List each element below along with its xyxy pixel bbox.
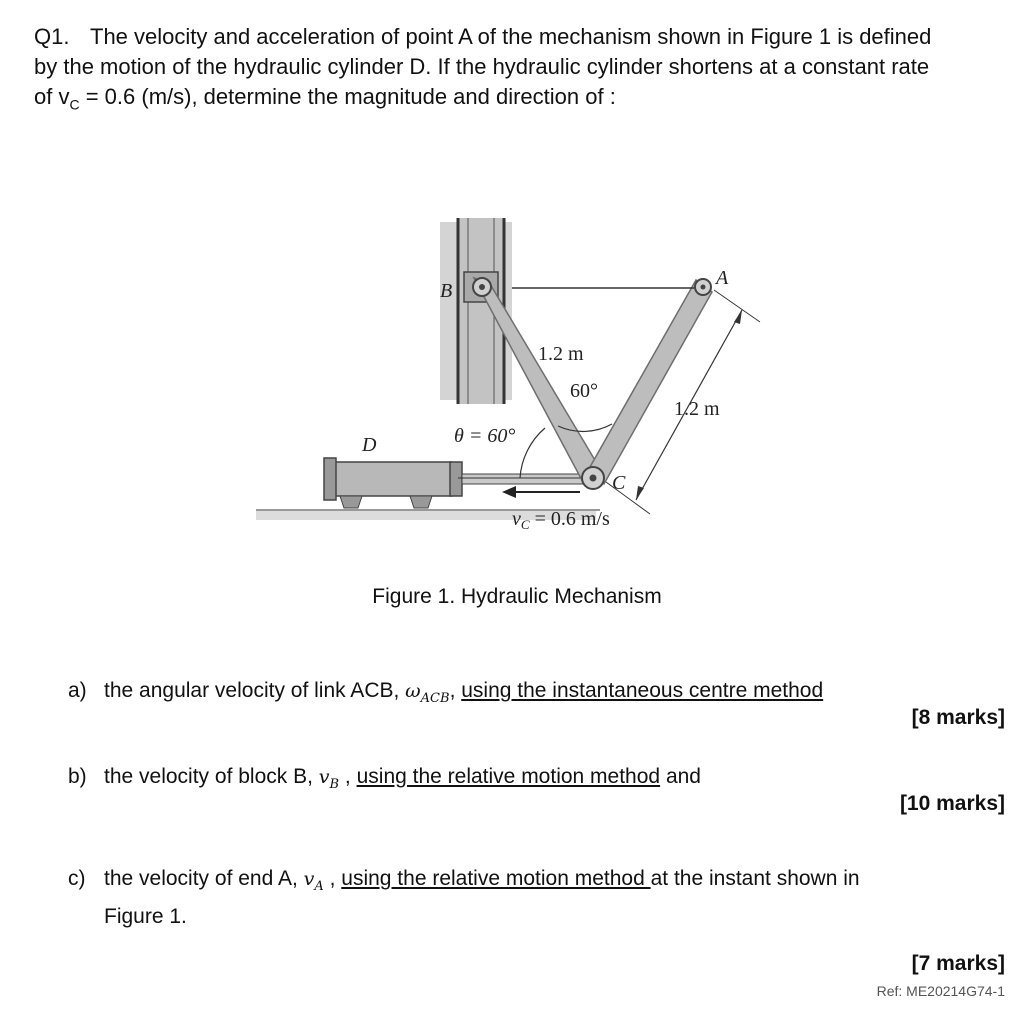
cylinder-support-right — [410, 496, 432, 508]
part-a: a) the angular velocity of link ACB, $\omega_{ACB}$, using the instantaneous centre method — [68, 679, 824, 706]
label-c: C — [612, 472, 626, 494]
reference-code: Ref: ME20214G74-1 — [876, 983, 1005, 999]
label-a: A — [716, 267, 729, 289]
question-line-2: by the motion of the hydraulic cylinder D. If the hydraulic cylinder shortens at a constant rate — [34, 54, 930, 79]
dimension-ca: 1.2 m — [674, 398, 720, 420]
velocity-label: $v_C = 0.6$ m/s — [512, 508, 610, 532]
marks-c: [7 marks] — [911, 952, 1005, 975]
dimension-bc: 1.2 m — [538, 343, 584, 365]
marks-a: [8 marks] — [911, 706, 1005, 729]
method-c: using the relative motion method — [341, 867, 651, 890]
part-b: b) the velocity of block B, $v_B$ , using the relative motion method and — [68, 765, 701, 792]
marks-b: [10 marks] — [899, 792, 1005, 815]
question-number: Q1. — [34, 24, 70, 49]
label-d: D — [362, 434, 377, 456]
angle-label-60: 60° — [570, 380, 598, 402]
method-b: using the relative motion method — [356, 765, 661, 788]
theta-label: θ = 60° — [454, 425, 516, 447]
question-line-1: Q1. The velocity and acceleration of point A of the mechanism shown in Figure 1 is defined — [34, 22, 1014, 52]
piston-rod — [462, 474, 584, 484]
label-b: B — [440, 280, 453, 302]
link-ca — [586, 280, 712, 484]
theta-arc — [520, 428, 545, 478]
cylinder-support-left — [340, 496, 362, 508]
method-a: using the instantaneous centre method — [461, 679, 824, 702]
question-line-3: of $v_C = 0.6$ (m/s), determine the magnitude and direction of : — [34, 84, 616, 113]
figure-caption: Figure 1. Hydraulic Mechanism — [372, 585, 662, 608]
hydraulic-cylinder-d — [330, 462, 456, 496]
part-c: c) the velocity of end A, $v_A$ , using the relative motion method at the instant shown in Figure 1. — [68, 867, 860, 928]
